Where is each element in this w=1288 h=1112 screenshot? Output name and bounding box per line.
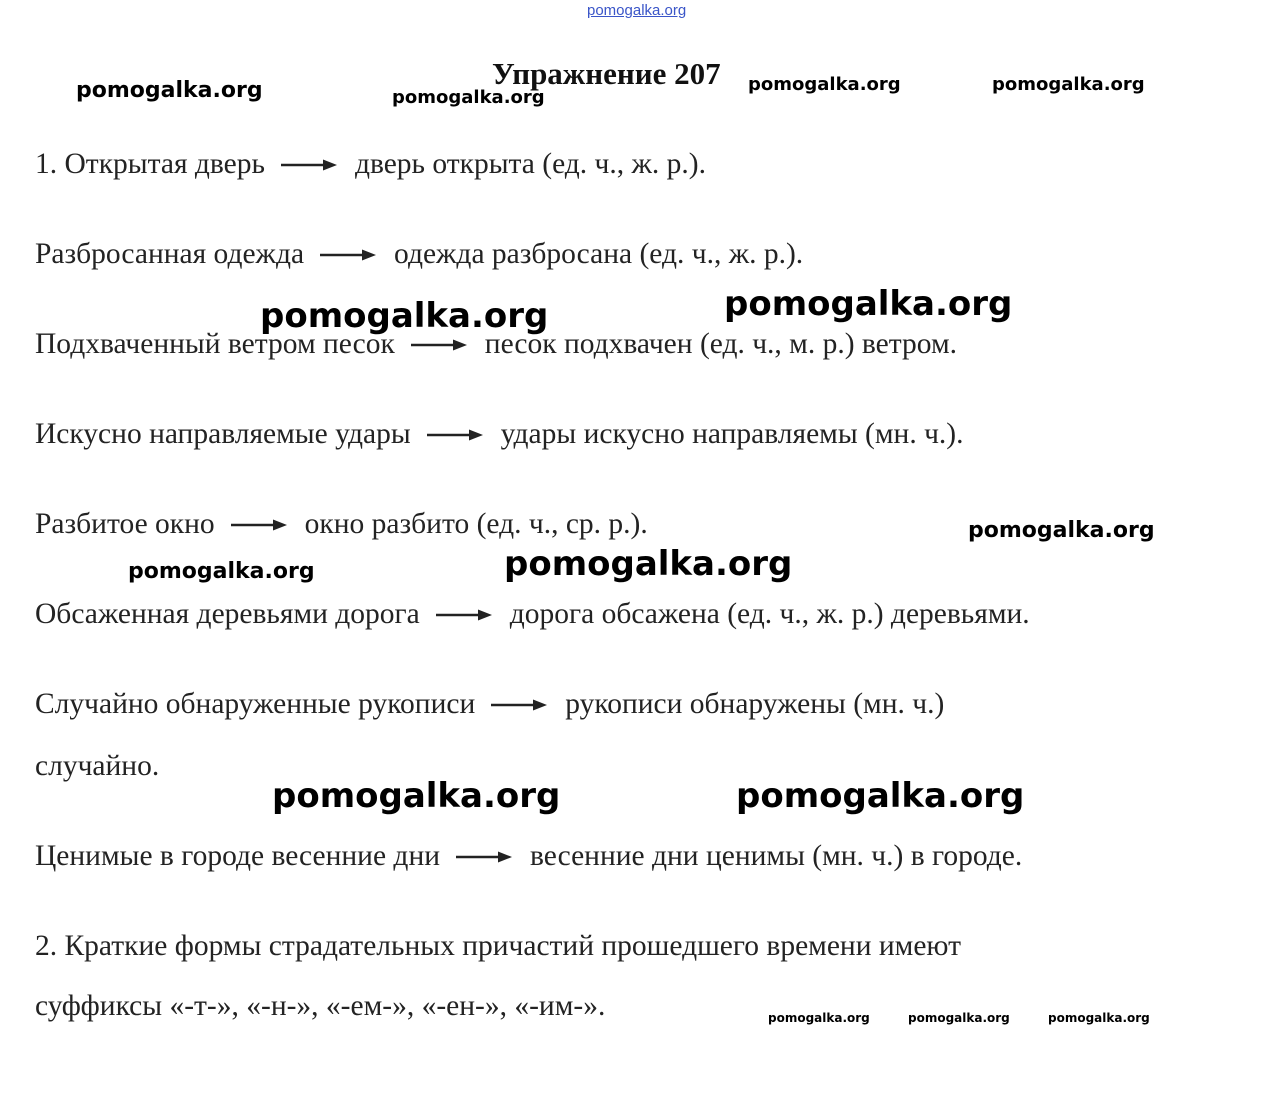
phrase-continuation: случайно. <box>35 750 160 782</box>
phrase-original: Искусно направляемые удары <box>35 418 411 450</box>
phrase-transformed: рукописи обнаружены (мн. ч.) <box>565 688 945 720</box>
paragraph-text: 2. Краткие формы страдательных причастий прошедшего времени имеют <box>35 930 961 962</box>
paragraph-text: суффиксы «-т-», «-н-», «-ем-», «-ен-», «-им-». <box>35 990 606 1022</box>
arrow-right-icon <box>491 698 547 712</box>
watermark: pomogalka.org <box>908 1011 1010 1025</box>
answer-part-2-line-1 <box>35 930 961 963</box>
phrase-transformed: окно разбито (ед. ч., ср. р.). <box>304 508 648 540</box>
watermark: pomogalka.org <box>128 559 315 584</box>
arrow-right-icon <box>231 518 287 532</box>
arrow-right-icon <box>411 338 467 352</box>
answer-line-8 <box>35 840 1022 873</box>
watermark: pomogalka.org <box>736 776 1025 816</box>
answer-line-6 <box>35 598 1030 631</box>
phrase-original: Ценимые в городе весенние дни <box>35 840 441 872</box>
phrase-transformed: песок подхвачен (ед. ч., м. р.) ветром. <box>484 328 958 360</box>
phrase-original: Обсаженная деревьями дорога <box>35 598 420 630</box>
watermark: pomogalka.org <box>1048 1011 1150 1025</box>
exercise-title: Упражнение 207 <box>492 56 721 91</box>
watermark: pomogalka.org <box>724 284 1013 324</box>
phrase-transformed: удары искусно направляемы (мн. ч.). <box>500 418 964 450</box>
phrase-original: Разбитое окно <box>35 508 215 540</box>
answer-part-2-line-2 <box>35 990 605 1023</box>
arrow-right-icon <box>427 428 483 442</box>
arrow-right-icon <box>436 608 492 622</box>
watermark: pomogalka.org <box>272 776 561 816</box>
answer-line-7 <box>35 688 944 721</box>
watermark: pomogalka.org <box>392 87 545 108</box>
watermark: pomogalka.org <box>76 78 263 103</box>
phrase-transformed: весенние дни ценимы (мн. ч.) в городе. <box>530 840 1023 872</box>
phrase-transformed: дверь открыта (ед. ч., ж. р.). <box>354 148 706 180</box>
answer-line-5 <box>35 508 648 541</box>
watermark: pomogalka.org <box>260 296 549 336</box>
answer-line-7-continued <box>35 750 159 783</box>
phrase-transformed: дорога обсажена (ед. ч., ж. р.) деревьями. <box>509 598 1030 630</box>
phrase-original: Подхваченный ветром песок <box>35 328 395 360</box>
watermark: pomogalka.org <box>504 544 793 584</box>
arrow-right-icon <box>456 850 512 864</box>
phrase-original: Случайно обнаруженные рукописи <box>35 688 476 720</box>
answer-line-1 <box>35 148 706 181</box>
watermark: pomogalka.org <box>748 74 901 95</box>
phrase-transformed: одежда разбросана (ед. ч., ж. р.). <box>394 238 804 270</box>
answer-line-4 <box>35 418 963 451</box>
phrase-original: 1. Открытая дверь <box>35 148 265 180</box>
answer-line-2 <box>35 238 803 271</box>
arrow-right-icon <box>320 248 376 262</box>
watermark: pomogalka.org <box>992 74 1145 95</box>
arrow-right-icon <box>281 158 337 172</box>
phrase-original: Разбросанная одежда <box>35 238 305 270</box>
watermark: pomogalka.org <box>968 518 1155 543</box>
top-site-link[interactable]: pomogalka.org <box>587 2 687 19</box>
watermark: pomogalka.org <box>768 1011 870 1025</box>
